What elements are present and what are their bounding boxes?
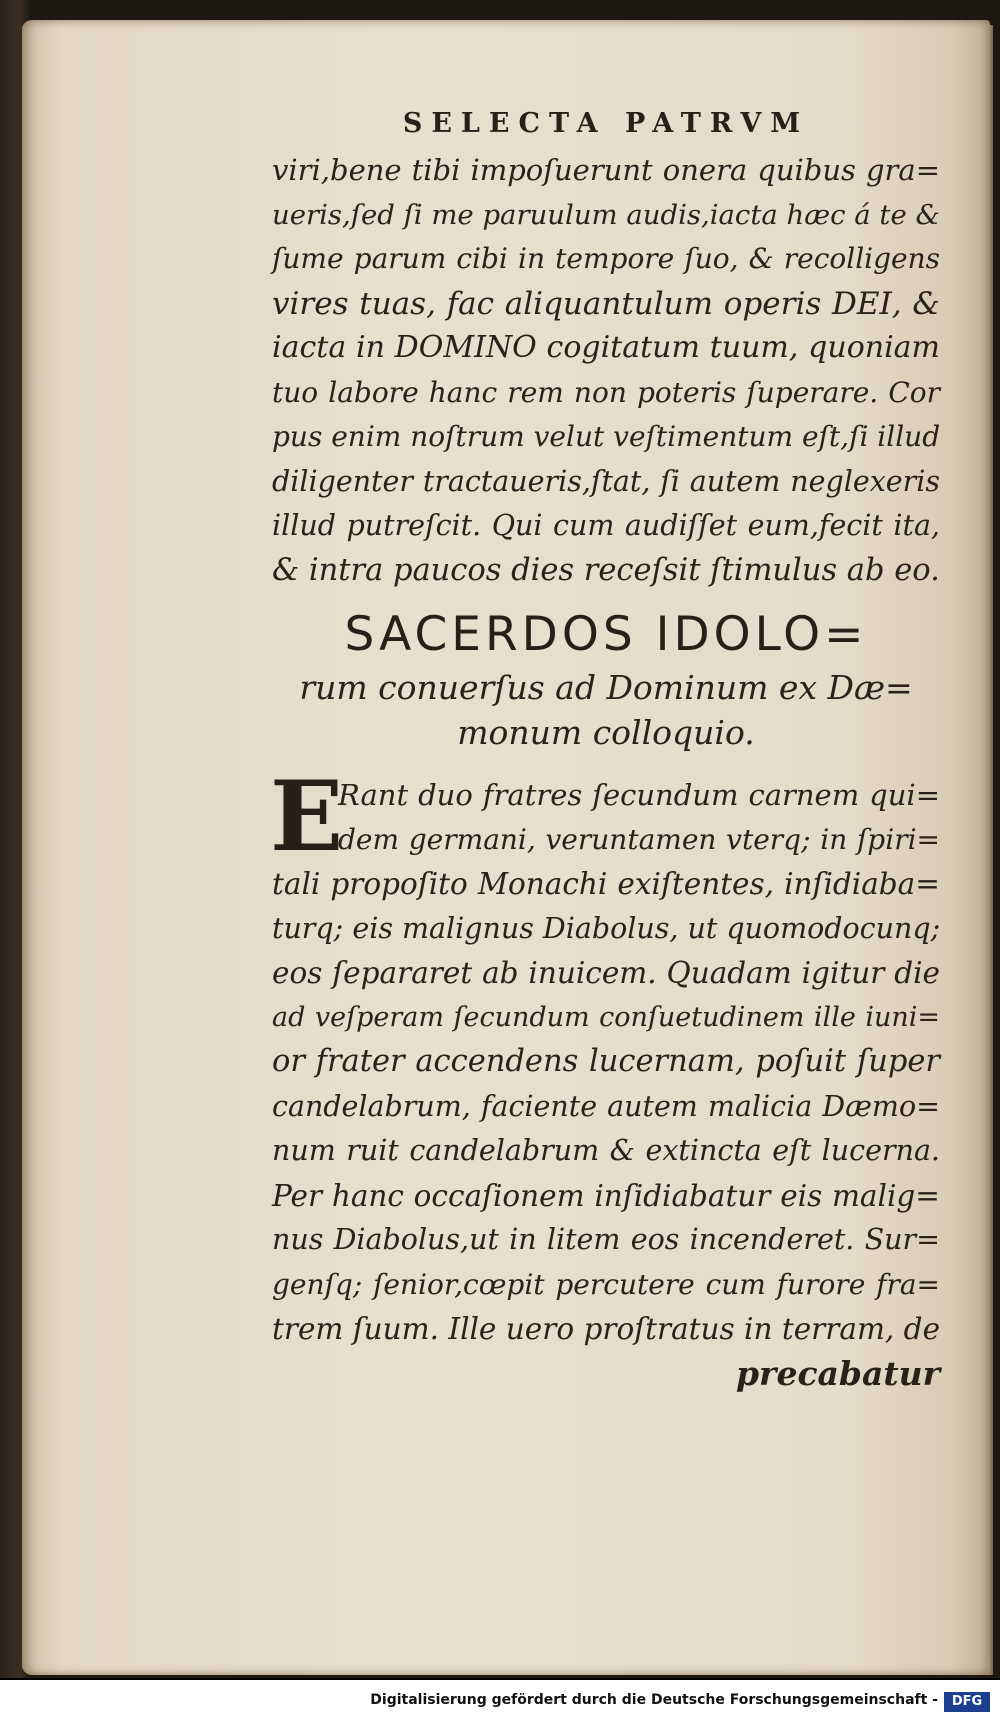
section-heading: [272, 605, 940, 755]
digitization-footer: [0, 1678, 1000, 1725]
funding-credit: Digitalisierung gefördert durch die Deutsche Forschungsgemeinschaft -: [370, 1692, 938, 1708]
text-line: num ruit candelabrum & extincta eſt lucerna.: [272, 1134, 940, 1167]
text-line: diligenter tractaueris,ſtat, ſi autem neglexeris: [272, 464, 940, 498]
dfg-logo: DFG: [944, 1692, 990, 1712]
text-line: eos ſepararet ab inuicem. Quadam igitur die: [272, 956, 940, 990]
text-line: turq; eis malignus Diabolus, ut quomodocunq;: [272, 911, 941, 945]
paragraph-body: [270, 760, 941, 1396]
text-line: ſume parum cibi in tempore ſuo, & recolligens: [272, 242, 940, 275]
text-line: Per hanc occaſionem inſidiabatur eis malig=: [272, 1178, 940, 1213]
text-line: or frater accendens lucernam, poſuit ſuper: [272, 1044, 940, 1079]
catchword: precabatur: [735, 1353, 940, 1393]
text-line: ad veſperam ſecundum conſuetudinem ille iuni=: [272, 1001, 940, 1033]
text-line: tali propoſito Monachi exiſtentes, inſidiaba=: [272, 867, 940, 901]
text-line: illud putreſcit. Qui cum audiſſet eum,fecit ita,: [272, 509, 940, 542]
heading-title: SACERDOS IDOLO=: [344, 607, 868, 662]
text-line: pus enim noſtrum velut veſtimentum eſt,ſi illud: [272, 420, 941, 453]
text-line: viri,bene tibi impoſuerunt onera quibus gra=: [272, 153, 940, 187]
text-line: genſq; ſenior,cœpit percutere cum furore fra=: [272, 1267, 940, 1301]
paragraph-continuation: [272, 148, 940, 593]
text-line: trem ſuum. Ille uero proſtratus in terram, de: [272, 1312, 941, 1346]
text-block: [272, 104, 940, 1396]
text-line: Rant duo fratres ſecundum carnem qui=: [338, 778, 940, 812]
text-line: candelabrum, faciente autem malicia Dæmo=: [272, 1089, 940, 1123]
running-head: SELECTA PATRVM: [402, 108, 810, 139]
heading-subtitle-line: rum conuerſus ad Dominum ex Dæ=: [299, 668, 913, 707]
text-line: vires tuas, fac aliquantulum operis DEI, &: [272, 285, 940, 322]
text-line: iacta in DOMINO cogitatum tuum, quoniam: [272, 330, 940, 365]
text-line: nus Diabolus,ut in litem eos incenderet. Sur=: [272, 1223, 940, 1256]
text-line: dem germani, veruntamen vterq; in ſpiri=: [338, 822, 940, 856]
text-line: ueris,ſed ſi me paruulum audis,iacta hæc á te &: [272, 198, 940, 231]
text-line: & intra paucos dies receſsit ſtimulus ab eo.: [272, 552, 940, 588]
text-line: tuo labore hanc rem non poteris ſuperare. Cor: [272, 375, 940, 409]
heading-subtitle-line: monum colloquio.: [457, 713, 755, 752]
drop-initial: E: [270, 760, 344, 873]
